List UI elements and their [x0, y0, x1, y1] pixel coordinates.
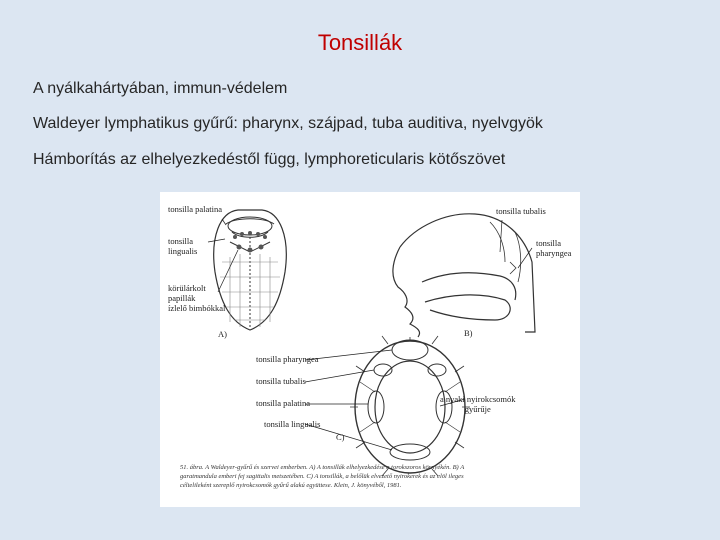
caption-line-3: céltelileként szereplő nyirokcsomók gyűrű alakú együttese. Klein, J. könyvéből, 1981.: [180, 482, 402, 489]
label-c-tonsilla-tubalis: tonsilla tubalis: [256, 376, 306, 386]
label-b-tonsilla-tubalis: tonsilla tubalis: [496, 206, 546, 216]
label-a-tonsilla-lingualis: tonsilla lingualis: [168, 236, 198, 256]
label-c-tonsilla-palatina: tonsilla palatina: [256, 398, 311, 408]
label-a-tonsilla-palatina: tonsilla palatina: [168, 204, 223, 214]
sagittal-head-drawing: [393, 214, 535, 337]
label-c-lymph-ring: a nyaki nyirokcsomók gyűrűje: [440, 394, 516, 414]
label-a-papillae: körülárkolt papillák ízlelő bimbókkal: [168, 283, 226, 313]
caption-line-2: garatmandula emberi fej sagittalis metszetében. C) A tonsillák, a belőlük elvezető nyirokerek és az elöl ileges: [180, 473, 464, 480]
bullet-waldeyer-ring: Waldeyer lymphatikus gyűrű: pharynx, szájpad, tuba auditiva, nyelvgyök: [33, 115, 543, 132]
label-b-tonsilla-pharyngea: tonsilla pharyngea: [536, 238, 572, 258]
anatomy-illustration: [160, 192, 580, 507]
label-a-letter: A): [218, 329, 227, 339]
caption-line-1: 51. ábra. A Waldeyer-gyűrű és szervei emberben. A) A tonsillák elhelyezkedése a torokszoros környékén. B) A: [180, 464, 465, 471]
label-b-letter: B): [464, 328, 473, 338]
bullet-immune: A nyálkahártyában, immun-védelem: [33, 80, 288, 97]
tonsil-figure: [160, 192, 580, 507]
label-c-tonsilla-lingualis: tonsilla lingualis: [264, 419, 321, 429]
bullet-epithelium: Hámborítás az elhelyezkedéstől függ, lymphoreticularis kötőszövet: [33, 151, 506, 168]
label-c-tonsilla-pharyngea: tonsilla pharyngea: [256, 354, 319, 364]
label-c-letter: C): [336, 432, 345, 442]
slide-title: Tonsillák: [317, 30, 403, 55]
